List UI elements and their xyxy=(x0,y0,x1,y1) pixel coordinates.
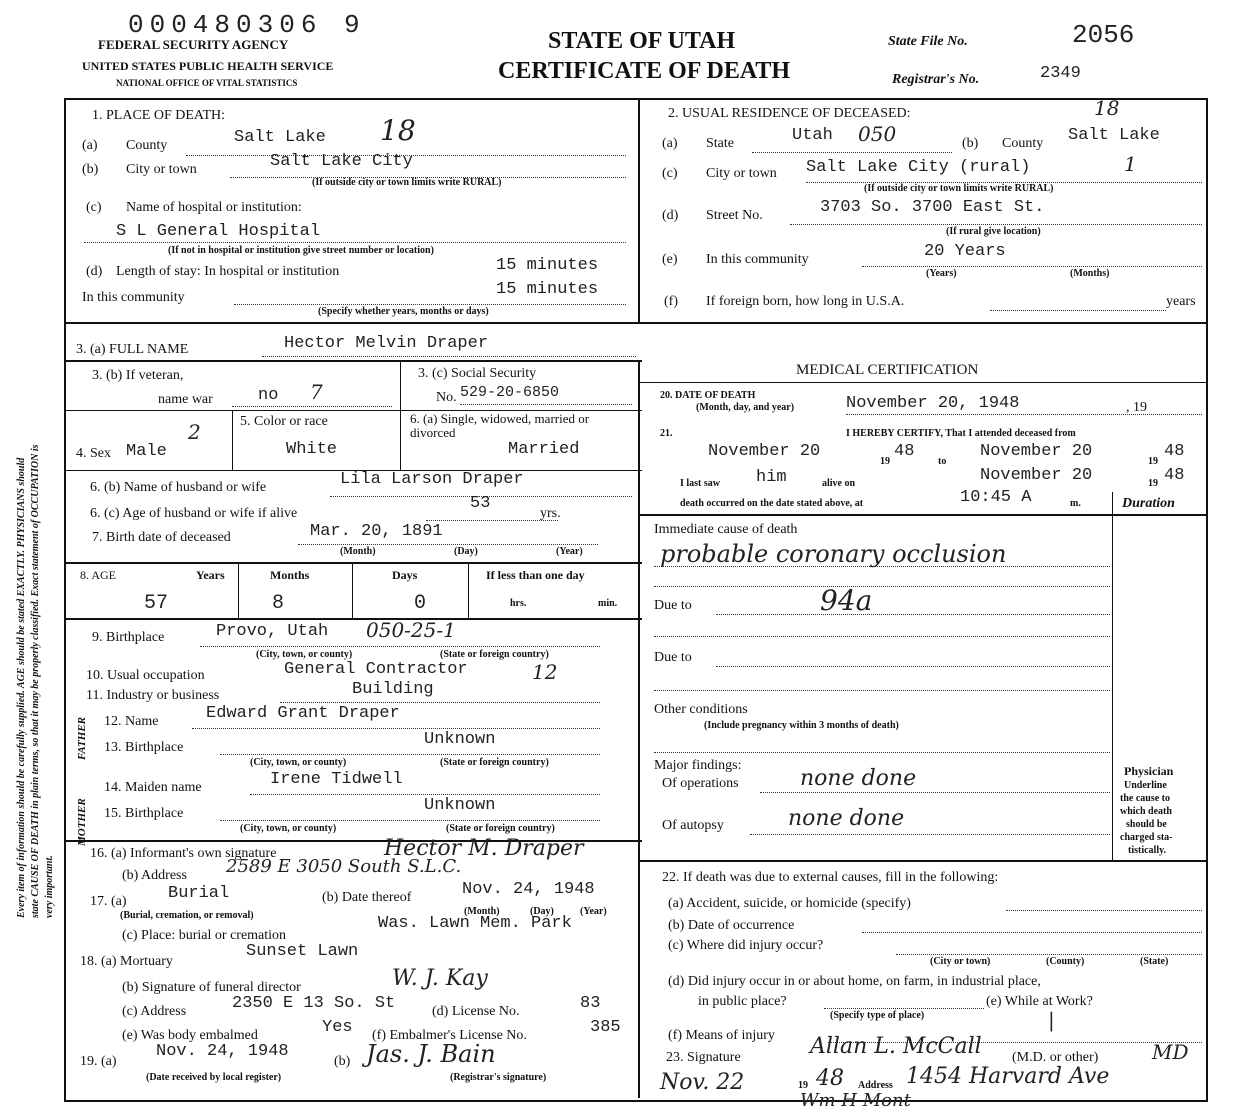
mother-tag: MOTHER xyxy=(76,798,88,846)
operations-underline xyxy=(760,792,1110,793)
occurrence-underline xyxy=(862,932,1202,933)
accident-label: (a) Accident, suicide, or homicide (specify) xyxy=(668,896,911,911)
immediate-underline xyxy=(654,566,1110,567)
immediate-underline-2 xyxy=(654,586,1110,587)
birthplace-note-city: (City, town, or county) xyxy=(256,649,353,660)
physician-note-5: should be xyxy=(1126,819,1167,830)
veteran-underline xyxy=(232,406,392,407)
sign-address: 1454 Harvard Ave xyxy=(906,1064,1110,1089)
father-birthplace-label: 13. Birthplace xyxy=(104,740,184,755)
res-years-label: (Years) xyxy=(926,268,957,279)
where-county-note: (County) xyxy=(1046,956,1085,967)
public-label: in public place? xyxy=(698,994,787,1009)
side-note-line-2: state CAUSE OF DEATH in plain terms, so that it may be properly classified. Exact statement of OCCUPATION is xyxy=(30,444,41,918)
embalmer-label: (f) Embalmer's License No. xyxy=(372,1028,527,1043)
other-conditions-note: (Include pregnancy within 3 months of death) xyxy=(704,720,899,731)
industry-underline xyxy=(280,702,600,703)
physician-note-2: Underline xyxy=(1124,780,1167,791)
birth-date: Mar. 20, 1891 xyxy=(310,522,443,541)
mother-birthplace: Unknown xyxy=(424,796,496,815)
stay-label-d: (d) xyxy=(86,264,103,279)
md: MD xyxy=(1152,1040,1189,1064)
attended-to: November 20 xyxy=(980,442,1093,461)
public-underline xyxy=(824,1008,984,1009)
from-year-prefix: 19 xyxy=(880,456,890,467)
from-year: 48 xyxy=(894,442,915,461)
city-note: (If outside city or town limits write RURAL) xyxy=(312,177,502,188)
sex-label: 4. Sex xyxy=(76,446,111,461)
due-to-1: 94a xyxy=(820,584,873,617)
service-name: UNITED STATES PUBLIC HEALTH SERVICE xyxy=(82,59,334,73)
immediate-cause: probable coronary occlusion xyxy=(660,540,1007,568)
medical-heading: MEDICAL CERTIFICATION xyxy=(796,362,979,378)
mortuary-label: 18. (a) Mortuary xyxy=(80,954,173,969)
burial-place-label: (c) Place: burial or cremation xyxy=(122,928,287,943)
physician-note-6: charged sta- xyxy=(1120,832,1173,843)
res-community-e: (e) xyxy=(662,252,678,267)
accident-underline xyxy=(1006,910,1202,911)
specify-note: (Specify type of place) xyxy=(830,1010,925,1021)
spouse-age-underline xyxy=(426,520,558,521)
countersignature: Wm H Mont xyxy=(800,1090,911,1111)
registrar-sig-label: (b) xyxy=(334,1054,351,1069)
veteran: no xyxy=(258,386,279,405)
age-years-label: Years xyxy=(196,568,225,582)
occupation-label: 10. Usual occupation xyxy=(86,668,205,683)
alive-on: November 20 xyxy=(980,466,1093,485)
signature-label: 23. Signature xyxy=(666,1050,741,1065)
physician-note-7: tistically. xyxy=(1128,845,1167,856)
father-note-state: (State or foreign country) xyxy=(440,757,549,768)
sign-address-label: Address xyxy=(858,1080,893,1091)
due-to-underline-1b xyxy=(654,636,1110,637)
embalmer-license: 385 xyxy=(590,1018,621,1037)
burial-year-note: (Year) xyxy=(580,906,607,917)
where-underline xyxy=(896,954,1202,955)
ssn: 529-20-6850 xyxy=(460,384,560,401)
physician-note-1: Physician xyxy=(1124,764,1174,778)
stay-hospital: 15 minutes xyxy=(496,256,599,275)
occurred-label: death occurred on the date stated above, at xyxy=(680,498,864,509)
hospital-name: S L General Hospital xyxy=(116,222,321,241)
city-label: City or town xyxy=(126,162,197,177)
embalmed-label: (e) Was body embalmed xyxy=(122,1028,258,1043)
attended-from: November 20 xyxy=(708,442,821,461)
date-of-death-label: 20. DATE OF DEATH xyxy=(660,390,756,401)
date-underline xyxy=(846,414,1202,415)
mother-birthplace-label: 15. Birthplace xyxy=(104,806,184,821)
full-name-underline xyxy=(262,356,636,357)
alive-label: alive on xyxy=(822,478,856,489)
divider-cell-1 xyxy=(232,410,233,470)
occupation-code: 12 xyxy=(532,660,558,684)
stay-community: 15 minutes xyxy=(496,280,599,299)
marital-label: 6. (a) Single, widowed, married or divorced xyxy=(410,411,590,440)
side-note-line-1: Every item of information should be carefully supplied. AGE should be stated EXACTLY. PHYSICIANS should xyxy=(16,457,27,918)
ssn-label: 3. (c) Social Security xyxy=(418,366,537,381)
certify-text: I HEREBY CERTIFY, That I attended deceased from xyxy=(846,428,1076,439)
res-foreign-underline xyxy=(990,310,1166,311)
res-state-code: 050 xyxy=(858,122,897,146)
county-label-a: (a) xyxy=(82,138,98,153)
death-county-code: 18 xyxy=(380,114,416,147)
home-label: (d) Did injury occur in or about home, on farm, in industrial place, xyxy=(668,974,1041,989)
sign-year-prefix: 19 xyxy=(798,1080,808,1091)
mother-note-state: (State or foreign country) xyxy=(446,823,555,834)
date-of-death: November 20, 1948 xyxy=(846,394,1020,413)
due-to-underline-1 xyxy=(716,614,1110,615)
occurrence-label: (b) Date of occurrence xyxy=(668,918,795,933)
res-city: Salt Lake City (rural) xyxy=(806,158,1031,177)
father-tag: FATHER xyxy=(76,716,88,760)
burial-place: Was. Lawn Mem. Park xyxy=(378,914,572,933)
ssn-underline xyxy=(460,404,632,405)
community-label: In this community xyxy=(82,290,185,305)
where-label: (c) Where did injury occur? xyxy=(668,938,824,953)
certificate-title: CERTIFICATE OF DEATH xyxy=(498,58,791,84)
res-state-label: State xyxy=(706,136,734,151)
age-months: 8 xyxy=(272,592,285,615)
veteran-war-label: name war xyxy=(158,392,213,407)
father-birthplace-underline xyxy=(220,754,600,755)
divider-age-2 xyxy=(352,562,353,620)
duration-label: Duration xyxy=(1122,496,1175,511)
mother-name-underline xyxy=(250,794,600,795)
birth-label: 7. Birth date of deceased xyxy=(92,530,231,545)
spouse-label: 6. (b) Name of husband or wife xyxy=(90,480,267,495)
alive-year-prefix: 19 xyxy=(1148,478,1158,489)
mother-name-label: 14. Maiden name xyxy=(104,780,202,795)
community-underline xyxy=(234,304,626,305)
res-foreign-suffix: years xyxy=(1166,294,1196,309)
last-saw: him xyxy=(756,468,787,487)
res-county-b: (b) xyxy=(962,136,979,151)
mother-birthplace-underline xyxy=(220,820,600,821)
burial-month-note: (Month) xyxy=(464,906,500,917)
license: 83 xyxy=(580,994,601,1013)
father-name-label: 12. Name xyxy=(104,714,159,729)
birthplace-note-state: (State or foreign country) xyxy=(440,649,549,660)
birthplace-label: 9. Birthplace xyxy=(92,630,165,645)
operations-label: Of operations xyxy=(662,776,739,791)
residence-code: 18 xyxy=(1094,96,1120,120)
divider-cell-2 xyxy=(400,362,401,470)
side-note-line-3: very important. xyxy=(44,855,55,918)
death-city: Salt Lake City xyxy=(270,152,413,171)
industry-label: 11. Industry or business xyxy=(86,688,220,703)
occupation: General Contractor xyxy=(284,660,468,679)
burial-label: 17. (a) xyxy=(90,894,127,909)
death-county: Salt Lake xyxy=(234,128,326,147)
res-community-label: In this community xyxy=(706,252,809,267)
residence-heading: 2. USUAL RESIDENCE OF DECEASED: xyxy=(668,106,911,121)
age-less-label: If less than one day xyxy=(486,568,585,582)
hospital-note: (If not in hospital or institution give street number or location) xyxy=(168,245,434,256)
veteran-mark: 7 xyxy=(310,380,323,404)
informant-signature: Hector M. Draper xyxy=(384,836,584,861)
physician-signature: Allan L. McCall xyxy=(810,1034,982,1059)
res-city-code: 1 xyxy=(1124,152,1137,176)
mother-name: Irene Tidwell xyxy=(270,770,403,789)
res-months-label: (Months) xyxy=(1070,268,1110,279)
registrar-number: 2349 xyxy=(1040,64,1081,83)
birthplace: Provo, Utah xyxy=(216,622,329,641)
received-date: Nov. 24, 1948 xyxy=(156,1042,289,1061)
age-days: 0 xyxy=(414,592,427,615)
state-file-label: State File No. xyxy=(888,34,968,49)
spouse-yrs-label: yrs. xyxy=(540,506,561,521)
father-name: Edward Grant Draper xyxy=(206,704,400,723)
received-note: (Date received by local register) xyxy=(146,1072,282,1083)
time-suffix: m. xyxy=(1070,498,1081,509)
birthplace-underline xyxy=(200,646,600,647)
father-birthplace: Unknown xyxy=(424,730,496,749)
immediate-label: Immediate cause of death xyxy=(654,522,798,537)
age-years: 57 xyxy=(144,592,169,615)
director-label: (b) Signature of funeral director xyxy=(122,980,301,995)
age-hrs-label: hrs. xyxy=(510,598,527,609)
informant-label: 16. (a) Informant's own signature xyxy=(90,846,277,861)
divider-top-middle xyxy=(638,98,640,324)
registrar-note: (Registrar's signature) xyxy=(450,1072,547,1083)
color-label: 5. Color or race xyxy=(240,414,328,429)
father-note-city: (City, town, or county) xyxy=(250,757,347,768)
state-file-number: 2056 xyxy=(1072,20,1135,50)
physician-note-3: the cause to xyxy=(1120,793,1170,804)
divider-medical xyxy=(638,382,1206,383)
stay-label: Length of stay: In hospital or institution xyxy=(116,264,340,279)
full-name-label: 3. (a) FULL NAME xyxy=(76,342,189,357)
operations: none done xyxy=(800,766,917,791)
received-label: 19. (a) xyxy=(80,1054,117,1069)
external-label: 22. If death was due to external causes, fill in the following: xyxy=(662,870,999,885)
veteran-label: 3. (b) If veteran, xyxy=(92,368,184,383)
office-name: NATIONAL OFFICE OF VITAL STATISTICS xyxy=(116,78,298,88)
birth-year-note: (Year) xyxy=(556,546,583,557)
res-state-a: (a) xyxy=(662,136,678,151)
divider-section-1 xyxy=(64,322,1206,324)
burial-day-note: (Day) xyxy=(530,906,554,917)
to-year-prefix: 19 xyxy=(1148,456,1158,467)
res-foreign-label: If foreign born, how long in U.S.A. xyxy=(706,294,905,309)
work-label: (e) While at Work? xyxy=(986,994,1093,1009)
sign-date: Nov. 22 xyxy=(660,1070,745,1095)
ssn-no-label: No. xyxy=(436,390,457,405)
res-street-note: (If rural give location) xyxy=(946,226,1041,237)
md-label: (M.D. or other) xyxy=(1012,1050,1099,1065)
registrar-label: Registrar's No. xyxy=(892,72,980,87)
spouse-age-label: 6. (c) Age of husband or wife if alive xyxy=(90,506,298,521)
burial: Burial xyxy=(168,884,230,903)
state-title: STATE OF UTAH xyxy=(548,28,736,54)
hospital-label: Name of hospital or institution: xyxy=(126,200,302,215)
director-signature: W. J. Kay xyxy=(392,966,488,991)
mortuary: Sunset Lawn xyxy=(246,942,359,961)
age-min-label: min. xyxy=(598,598,618,609)
where-state-note: (State) xyxy=(1140,956,1169,967)
res-city-c: (c) xyxy=(662,166,678,181)
res-street-underline xyxy=(790,224,1202,225)
birthplace-code: 050-25-1 xyxy=(366,618,456,642)
burial-date: Nov. 24, 1948 xyxy=(462,880,595,899)
registrar-signature: Jas. J. Bain xyxy=(366,1040,496,1068)
birth-day-note: (Day) xyxy=(454,546,478,557)
res-state-underline xyxy=(752,152,952,153)
alive-year: 48 xyxy=(1164,466,1185,485)
divider-cause-top xyxy=(640,514,1206,516)
age-label: 8. AGE xyxy=(80,568,116,582)
agency-name: FEDERAL SECURITY AGENCY xyxy=(98,37,289,52)
city-label-b: (b) xyxy=(82,162,99,177)
res-street-label: Street No. xyxy=(706,208,763,223)
spouse-age: 53 xyxy=(470,494,491,513)
res-county: Salt Lake xyxy=(1068,126,1160,145)
last-saw-label: I last saw xyxy=(680,478,721,489)
race: White xyxy=(286,440,338,459)
other-conditions-label: Other conditions xyxy=(654,702,748,717)
age-days-label: Days xyxy=(392,568,418,582)
burial-note: (Burial, cremation, or removal) xyxy=(120,910,254,921)
divider-age-top xyxy=(64,562,642,564)
father-name-underline xyxy=(192,728,600,729)
res-foreign-f: (f) xyxy=(664,294,678,309)
res-community-underline xyxy=(862,266,1202,267)
other-underline xyxy=(654,752,1110,753)
hospital-label-c: (c) xyxy=(86,200,102,215)
sex: Male xyxy=(126,442,167,461)
res-street: 3703 So. 3700 East St. xyxy=(820,198,1045,217)
industry: Building xyxy=(352,680,434,699)
autopsy-label: Of autopsy xyxy=(662,818,724,833)
res-community: 20 Years xyxy=(924,242,1006,261)
full-name: Hector Melvin Draper xyxy=(284,334,489,353)
res-street-d: (d) xyxy=(662,208,679,223)
autopsy-underline xyxy=(750,834,1110,835)
means-label: (f) Means of injury xyxy=(668,1028,775,1043)
physician-note-4: which death xyxy=(1120,806,1172,817)
burial-date-label: (b) Date thereof xyxy=(322,890,412,905)
sign-year: 48 xyxy=(816,1066,844,1091)
hospital-underline xyxy=(84,242,626,243)
mother-note-city: (City, town, or county) xyxy=(240,823,337,834)
stay-note: (Specify whether years, months or days) xyxy=(318,306,489,317)
res-city-note: (If outside city or town limits write RURAL) xyxy=(864,183,1054,194)
county-label: County xyxy=(126,138,168,153)
spouse: Lila Larson Draper xyxy=(340,470,524,489)
place-of-death-heading: 1. PLACE OF DEATH: xyxy=(92,108,226,123)
due-to-underline-2 xyxy=(716,666,1110,667)
to-year: 48 xyxy=(1164,442,1185,461)
divider-name xyxy=(64,360,642,362)
work-mark: | xyxy=(1048,1008,1055,1032)
divider-external xyxy=(640,860,1206,862)
mortuary-address: 2350 E 13 So. St xyxy=(232,994,396,1013)
res-state: Utah xyxy=(792,126,833,145)
license-label: (d) License No. xyxy=(432,1004,520,1019)
informant-address-label: (b) Address xyxy=(122,868,187,883)
marital: Married xyxy=(508,440,580,459)
res-city-label: City or town xyxy=(706,166,777,181)
due-to-underline-2b xyxy=(654,690,1110,691)
divider-age-bottom xyxy=(64,618,642,620)
divider-duration xyxy=(1112,492,1113,860)
time-of-death: 10:45 A xyxy=(960,488,1032,507)
due-to-label-2: Due to xyxy=(654,650,692,665)
major-findings-label: Major findings: xyxy=(654,758,742,773)
where-city-note: (City or town) xyxy=(930,956,991,967)
sex-code: 2 xyxy=(188,420,201,444)
res-county-label: County xyxy=(1002,136,1044,151)
birth-month-note: (Month) xyxy=(340,546,376,557)
divider-age-1 xyxy=(238,562,239,620)
informant-address: 2589 E 3050 South S.L.C. xyxy=(226,856,462,877)
divider-age-3 xyxy=(468,562,469,620)
serial-number: 000480306 9 xyxy=(128,10,366,40)
embalmed: Yes xyxy=(322,1018,353,1037)
due-to-label-1: Due to xyxy=(654,598,692,613)
mortuary-address-label: (c) Address xyxy=(122,1004,187,1019)
birth-underline xyxy=(298,544,598,545)
date-of-death-note: (Month, day, and year) xyxy=(696,402,795,413)
autopsy: none done xyxy=(788,806,905,831)
to-label: to xyxy=(938,456,947,467)
age-months-label: Months xyxy=(270,568,310,582)
date-suffix: , 19 xyxy=(1126,400,1147,415)
certify-number: 21. xyxy=(660,428,673,439)
